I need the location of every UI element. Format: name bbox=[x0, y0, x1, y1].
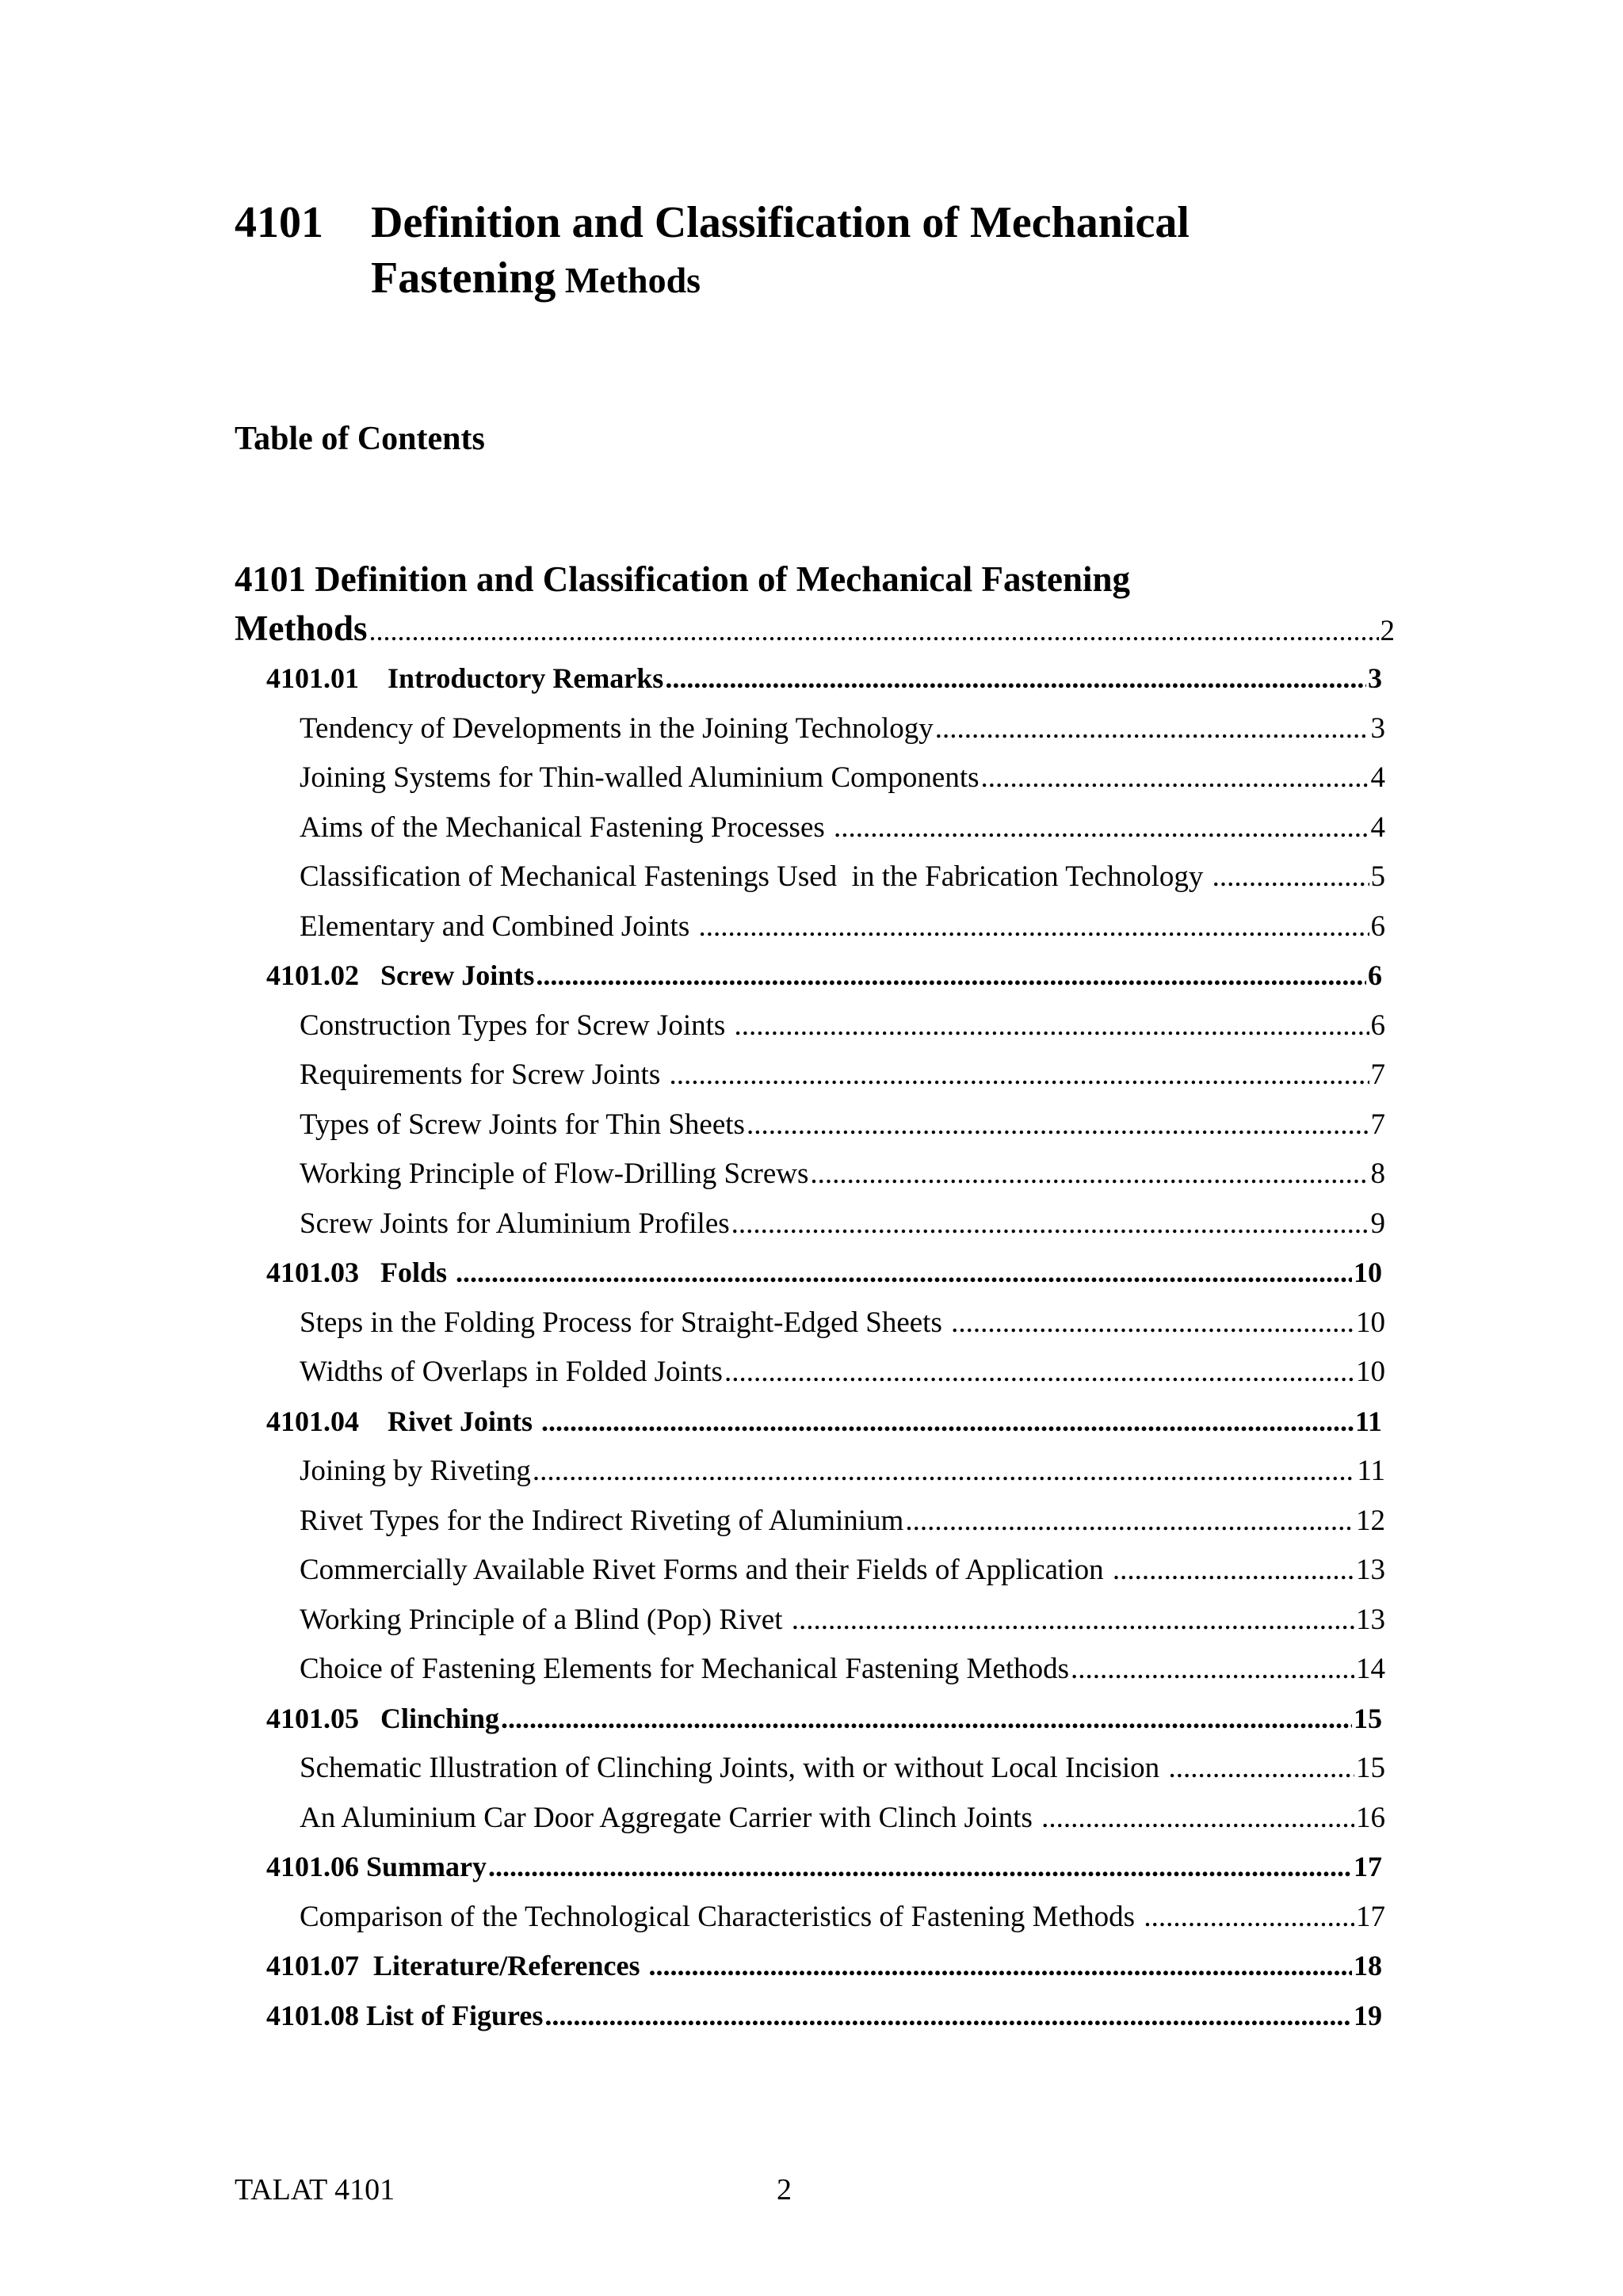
toc-page-number: 13 bbox=[1356, 1554, 1385, 1586]
toc-entry-label: Comparison of the Technological Characteristics of Fastening Methods bbox=[300, 1900, 1143, 1933]
toc-entry-label: Aims of the Mechanical Fastening Processes bbox=[300, 810, 833, 844]
toc-subsection-entry[interactable] bbox=[300, 1900, 1385, 1939]
toc-entry-label: Steps in the Folding Process for Straight-Edged Sheets bbox=[300, 1306, 950, 1339]
toc-entry-label: 4101.05 Clinching bbox=[266, 1702, 500, 1734]
toc-entry-label: 4101.03 Folds bbox=[266, 1257, 455, 1288]
toc-entry-label: 4101.04 Rivet Joints bbox=[266, 1405, 540, 1437]
toc-page-number: 7 bbox=[1370, 1058, 1385, 1091]
title-line-2-a: Fastening bbox=[371, 254, 556, 303]
dot-leader bbox=[1041, 1801, 1354, 1835]
title-line-2 bbox=[371, 250, 701, 308]
toc-page-number: 4 bbox=[1370, 810, 1385, 844]
toc-subsection-entry[interactable] bbox=[300, 1058, 1385, 1097]
dot-leader bbox=[747, 1108, 1369, 1142]
toc-page-number: 17 bbox=[1356, 1900, 1385, 1933]
toc-page-number: 13 bbox=[1356, 1603, 1385, 1636]
toc-subsection-entry[interactable] bbox=[300, 1603, 1385, 1642]
toc-entry-label: Types of Screw Joints for Thin Sheets bbox=[300, 1108, 745, 1141]
dot-leader bbox=[951, 1306, 1354, 1340]
toc-entry-label: Commercially Available Rivet Forms and their Fields of Application bbox=[300, 1554, 1111, 1586]
toc-entry-label: Schematic Illustration of Clinching Joints, with or without Local Incision bbox=[300, 1752, 1167, 1784]
footer-page-number: 2 bbox=[777, 2173, 792, 2206]
toc-subsection-entry[interactable] bbox=[300, 1157, 1385, 1196]
dot-leader bbox=[1212, 860, 1369, 894]
toc-subsection-entry[interactable] bbox=[300, 1108, 1385, 1147]
toc-subsection-entry[interactable] bbox=[300, 1207, 1385, 1246]
toc-chapter-title-line-1: 4101 Definition and Classification of Mechanical Fastening bbox=[235, 559, 1131, 599]
dot-leader bbox=[1071, 1652, 1354, 1686]
toc-page-number: 9 bbox=[1370, 1207, 1385, 1240]
dot-leader bbox=[1113, 1553, 1354, 1587]
toc-entry-label: Working Principle of Flow-Drilling Screws bbox=[300, 1158, 809, 1190]
dot-leader bbox=[981, 761, 1369, 795]
toc-page-number: 6 bbox=[1370, 910, 1385, 943]
toc-page-number: 10 bbox=[1354, 1257, 1382, 1288]
toc-entry-label: 4101.06 Summary bbox=[266, 1851, 487, 1882]
toc-entry-label: Elementary and Combined Joints bbox=[300, 910, 697, 943]
toc-subsection-entry[interactable] bbox=[300, 761, 1385, 800]
toc-entry-label: Classification of Mechanical Fastenings Used in the Fabrication Technology bbox=[300, 860, 1211, 893]
toc-page-number: 6 bbox=[1368, 959, 1382, 991]
dot-leader bbox=[544, 1999, 1352, 2032]
dot-leader bbox=[731, 1207, 1369, 1241]
dot-leader bbox=[501, 1702, 1352, 1735]
toc-heading: Table of Contents bbox=[235, 421, 485, 457]
toc-chapter-entry[interactable] bbox=[235, 559, 1395, 657]
toc-entry-label: Working Principle of a Blind (Pop) Rivet bbox=[300, 1603, 790, 1636]
toc-entry-label: An Aluminium Car Door Aggregate Carrier with Clinch Joints bbox=[300, 1801, 1041, 1834]
title-line-2-b: Methods bbox=[556, 260, 701, 300]
dot-leader bbox=[792, 1603, 1354, 1637]
toc-entry-label: 4101.02 Screw Joints bbox=[266, 959, 535, 991]
dot-leader bbox=[905, 1504, 1354, 1538]
toc-section-entry[interactable] bbox=[266, 1405, 1382, 1444]
toc-section-entry[interactable] bbox=[266, 1256, 1382, 1295]
toc-page-number: 18 bbox=[1354, 1950, 1382, 1981]
toc-page-number: 6 bbox=[1370, 1009, 1385, 1042]
title-number: 4101 bbox=[235, 198, 323, 247]
dot-leader bbox=[536, 959, 1366, 992]
dot-leader bbox=[541, 1405, 1354, 1438]
toc-subsection-entry[interactable] bbox=[300, 860, 1385, 899]
dot-leader bbox=[698, 910, 1369, 944]
toc-entry-label: Requirements for Screw Joints bbox=[300, 1058, 668, 1091]
toc-section-entry[interactable] bbox=[266, 1702, 1382, 1741]
toc-entry-label: 4101.01 Introductory Remarks bbox=[266, 662, 664, 694]
toc-page-number: 15 bbox=[1356, 1752, 1385, 1784]
toc-entry-label: Screw Joints for Aluminium Profiles bbox=[300, 1207, 730, 1240]
toc-subsection-entry[interactable] bbox=[300, 1355, 1385, 1394]
toc-page-number: 4 bbox=[1370, 761, 1385, 794]
toc-page-number: 3 bbox=[1370, 711, 1385, 745]
toc-page-number: 15 bbox=[1354, 1702, 1382, 1734]
toc-page-number: 11 bbox=[1354, 1405, 1382, 1437]
dot-leader bbox=[369, 614, 1379, 647]
toc-subsection-entry[interactable] bbox=[300, 1751, 1385, 1791]
toc-entry-label: Rivet Types for the Indirect Riveting of Aluminium bbox=[300, 1504, 904, 1537]
toc-page-number: 12 bbox=[1356, 1504, 1385, 1537]
toc-section-entry[interactable] bbox=[266, 662, 1382, 701]
toc-entry-label: 4101.08 List of Figures bbox=[266, 1999, 544, 2031]
toc-entry-label: Widths of Overlaps in Folded Joints bbox=[300, 1356, 723, 1388]
toc-page-number: 16 bbox=[1356, 1801, 1385, 1834]
dot-leader bbox=[810, 1157, 1369, 1191]
dot-leader bbox=[533, 1454, 1355, 1488]
toc-subsection-entry[interactable] bbox=[300, 1454, 1385, 1493]
dot-leader bbox=[669, 1058, 1369, 1092]
dot-leader bbox=[649, 1949, 1352, 1982]
dot-leader bbox=[724, 1355, 1354, 1389]
toc-section-entry[interactable] bbox=[266, 1850, 1382, 1890]
toc-page-number: 3 bbox=[1368, 662, 1382, 694]
toc-subsection-entry[interactable] bbox=[300, 1553, 1385, 1592]
toc-page-number: 14 bbox=[1356, 1653, 1385, 1685]
toc-section-entry[interactable] bbox=[266, 1949, 1382, 1989]
toc-entry-label: Construction Types for Screw Joints bbox=[300, 1009, 733, 1042]
toc-page-number: 10 bbox=[1356, 1356, 1385, 1388]
toc-page-number: 11 bbox=[1357, 1455, 1385, 1487]
toc-page-number: 7 bbox=[1370, 1108, 1385, 1141]
toc-subsection-entry[interactable] bbox=[300, 1504, 1385, 1543]
toc-entry-label: Joining Systems for Thin-walled Aluminium Components bbox=[300, 761, 980, 794]
toc-entry-label: Joining by Riveting bbox=[300, 1455, 531, 1487]
toc-page-number: 8 bbox=[1370, 1158, 1385, 1190]
dot-leader bbox=[665, 662, 1366, 695]
dot-leader bbox=[834, 810, 1369, 845]
toc-subsection-entry[interactable] bbox=[300, 1652, 1385, 1691]
dot-leader bbox=[1144, 1900, 1354, 1934]
toc-entry-label: Tendency of Developments in the Joining Technology bbox=[300, 711, 934, 745]
toc-page-number: 2 bbox=[1380, 615, 1395, 647]
dot-leader bbox=[488, 1850, 1352, 1883]
toc-chapter-title-line-2: Methods bbox=[235, 608, 368, 648]
dot-leader bbox=[456, 1256, 1352, 1289]
toc-entry-label: 4101.07 Literature/References bbox=[266, 1950, 647, 1981]
toc-section-entry[interactable] bbox=[266, 959, 1382, 998]
toc-page-number: 5 bbox=[1370, 860, 1385, 893]
toc-entry-label: Choice of Fastening Elements for Mechanical Fastening Methods bbox=[300, 1653, 1070, 1685]
toc-page-number: 10 bbox=[1356, 1306, 1385, 1339]
toc-subsection-entry[interactable] bbox=[300, 1306, 1385, 1345]
toc-subsection-entry[interactable] bbox=[300, 711, 1385, 751]
toc-page-number: 19 bbox=[1354, 1999, 1382, 2031]
toc-page-number: 17 bbox=[1354, 1851, 1382, 1882]
toc-subsection-entry[interactable] bbox=[300, 1801, 1385, 1840]
toc-subsection-entry[interactable] bbox=[300, 1009, 1385, 1048]
dot-leader bbox=[735, 1009, 1369, 1043]
dot-leader bbox=[935, 711, 1369, 746]
title-line-1: Definition and Classification of Mechanical bbox=[371, 198, 1190, 247]
toc-subsection-entry[interactable] bbox=[300, 910, 1385, 949]
dot-leader bbox=[1168, 1751, 1354, 1785]
footer-document-id: TALAT 4101 bbox=[235, 2173, 395, 2206]
toc-subsection-entry[interactable] bbox=[300, 810, 1385, 850]
toc-section-entry[interactable] bbox=[266, 1999, 1382, 2039]
